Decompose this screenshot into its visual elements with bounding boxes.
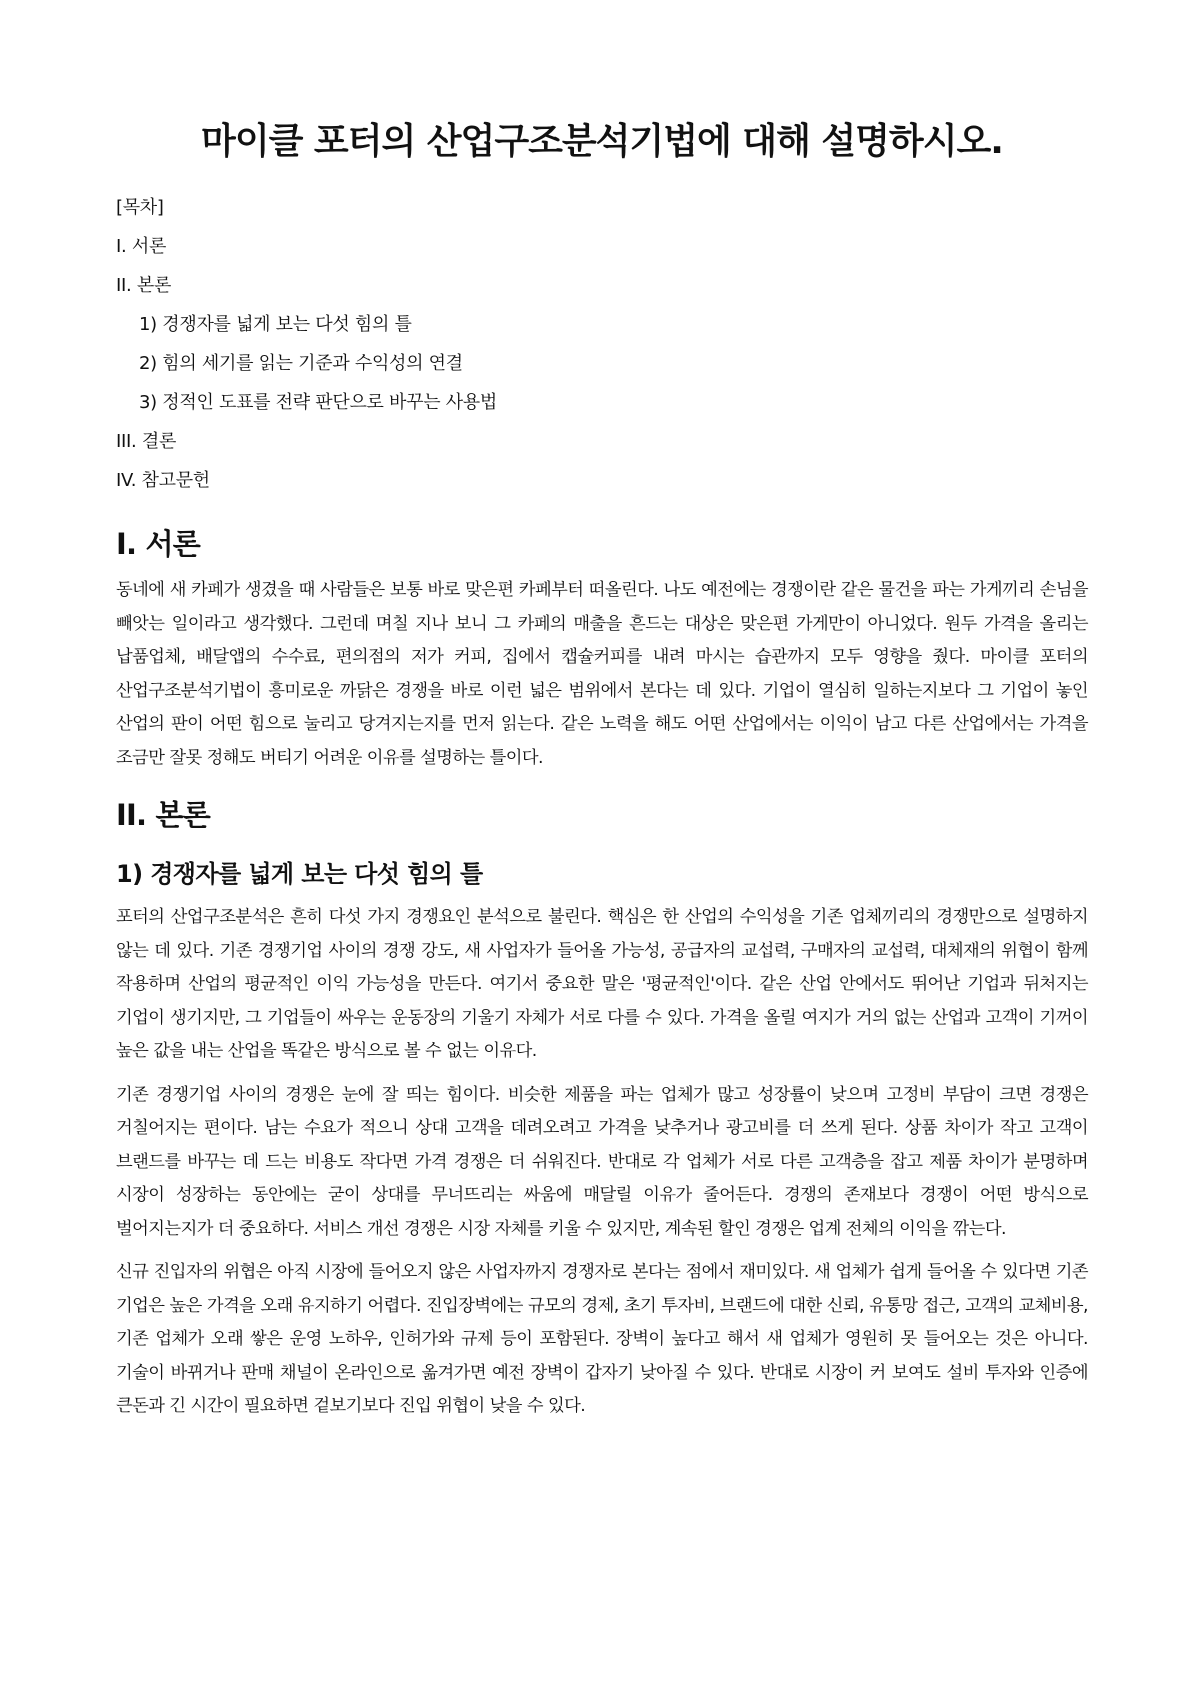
toc-item-body-2: 2) 힘의 세기를 읽는 기준과 수익성의 연결 bbox=[139, 353, 463, 374]
section-heading-body: II. 본론 bbox=[116, 798, 210, 832]
table-of-contents bbox=[116, 188, 1088, 500]
intro-paragraph: 동네에 새 카페가 생겼을 때 사람들은 보통 바로 맞은편 카페부터 떠올린다. 나도 예전에는 경쟁이란 같은 물건을 파는 가게끼리 손님을 빼앗는 일이라고 생각했다. 그런데 며칠 지나 보니 그 카페의 매출을 흔드는 대상은 맞은편 가게만이 아니었다. 원두 가격을 올리는 납품업체, 배달앱의 수수료, 편의점의 저가 커피, 집에서 캡슐커피를 내려 마시는 습관까지 모두 영향을 줬다. 마이클 포터의 산업구조분석기법이 흥미로운 까닭은 경쟁을 바로 이런 넓은 범위에서 본다는 데 있다. 기업이 열심히 일하는지보다 그 기업이 놓인 산업의 판이 어떤 힘으로 눌리고 당겨지는지를 먼저 읽는다. 같은 노력을 해도 어떤 산업에서는 이익이 남고 다른 산업에서는 가격을 조금만 잘못 정해도 버티기 어려운 이유를 설명하는 틀이다. bbox=[116, 580, 1088, 768]
subsection-heading-five-forces: 1) 경쟁자를 넓게 보는 다섯 힘의 틀 bbox=[116, 860, 483, 888]
document-title: 마이클 포터의 산업구조분석기법에 대해 설명하시오. bbox=[201, 121, 1003, 162]
toc-item-conclusion: III. 결론 bbox=[116, 431, 177, 452]
body-paragraph-2: 기존 경쟁기업 사이의 경쟁은 눈에 잘 띄는 힘이다. 비슷한 제품을 파는 업체가 많고 성장률이 낮으며 고정비 부담이 크면 경쟁은 거칠어지는 편이다. 남는 수요가 적으니 상대 고객을 데려오려고 가격을 낮추거나 광고비를 더 쓰게 된다. 상품 차이가 작고 고객이 브랜드를 바꾸는 데 드는 비용도 작다면 가격 경쟁은 더 쉬워진다. 반대로 각 업체가 서로 다른 고객층을 잡고 제품 차이가 분명하며 시장이 성장하는 동안에는 굳이 상대를 무너뜨리는 싸움에 매달릴 이유가 줄어든다. 경쟁의 존재보다 경쟁이 어떤 방식으로 벌어지는지가 더 중요하다. 서비스 개선 경쟁은 시장 자체를 키울 수 있지만, 계속된 할인 경쟁은 업계 전체의 이익을 깎는다. bbox=[116, 1084, 1088, 1239]
toc-heading: [목차] bbox=[116, 197, 164, 218]
toc-item-body-1: 1) 경쟁자를 넓게 보는 다섯 힘의 틀 bbox=[139, 314, 412, 335]
toc-item-body: II. 본론 bbox=[116, 275, 172, 296]
toc-item-body-3: 3) 정적인 도표를 전략 판단으로 바꾸는 사용법 bbox=[139, 392, 497, 413]
toc-item-references: IV. 참고문헌 bbox=[116, 470, 210, 491]
body-paragraph-1: 포터의 산업구조분석은 흔히 다섯 가지 경쟁요인 분석으로 불린다. 핵심은 한 산업의 수익성을 기존 업체끼리의 경쟁만으로 설명하지 않는 데 있다. 기존 경쟁기업 사이의 경쟁 강도, 새 사업자가 들어올 가능성, 공급자의 교섭력, 구매자의 교섭력, 대체재의 위협이 함께 작용하며 산업의 평균적인 이익 가능성을 만든다. 여기서 중요한 말은 '평균적인'이다. 같은 산업 안에서도 뛰어난 기업과 뒤처지는 기업이 생기지만, 그 기업들이 싸우는 운동장의 기울기 자체가 서로 다를 수 있다. 가격을 올릴 여지가 거의 없는 산업과 고객이 기꺼이 높은 값을 내는 산업을 똑같은 방식으로 볼 수 없는 이유다. bbox=[116, 907, 1088, 1061]
section-heading-intro: I. 서론 bbox=[116, 527, 200, 561]
toc-item-intro: I. 서론 bbox=[116, 236, 167, 257]
body-paragraph-3: 신규 진입자의 위협은 아직 시장에 들어오지 않은 사업자까지 경쟁자로 본다는 점에서 재미있다. 새 업체가 쉽게 들어올 수 있다면 기존 기업은 높은 가격을 오래 유지하기 어렵다. 진입장벽에는 규모의 경제, 초기 투자비, 브랜드에 대한 신뢰, 유통망 접근, 고객의 교체비용, 기존 업체가 오래 쌓은 운영 노하우, 인허가와 규제 등이 포함된다. 장벽이 높다고 해서 새 업체가 영원히 못 들어오는 것은 아니다. 기술이 바뀌거나 판매 채널이 온라인으로 옮겨가면 예전 장벽이 갑자기 낮아질 수 있다. 반대로 시장이 커 보여도 설비 투자와 인증에 큰돈과 긴 시간이 필요하면 겉보기보다 진입 위협이 낮을 수 있다. bbox=[116, 1262, 1088, 1416]
